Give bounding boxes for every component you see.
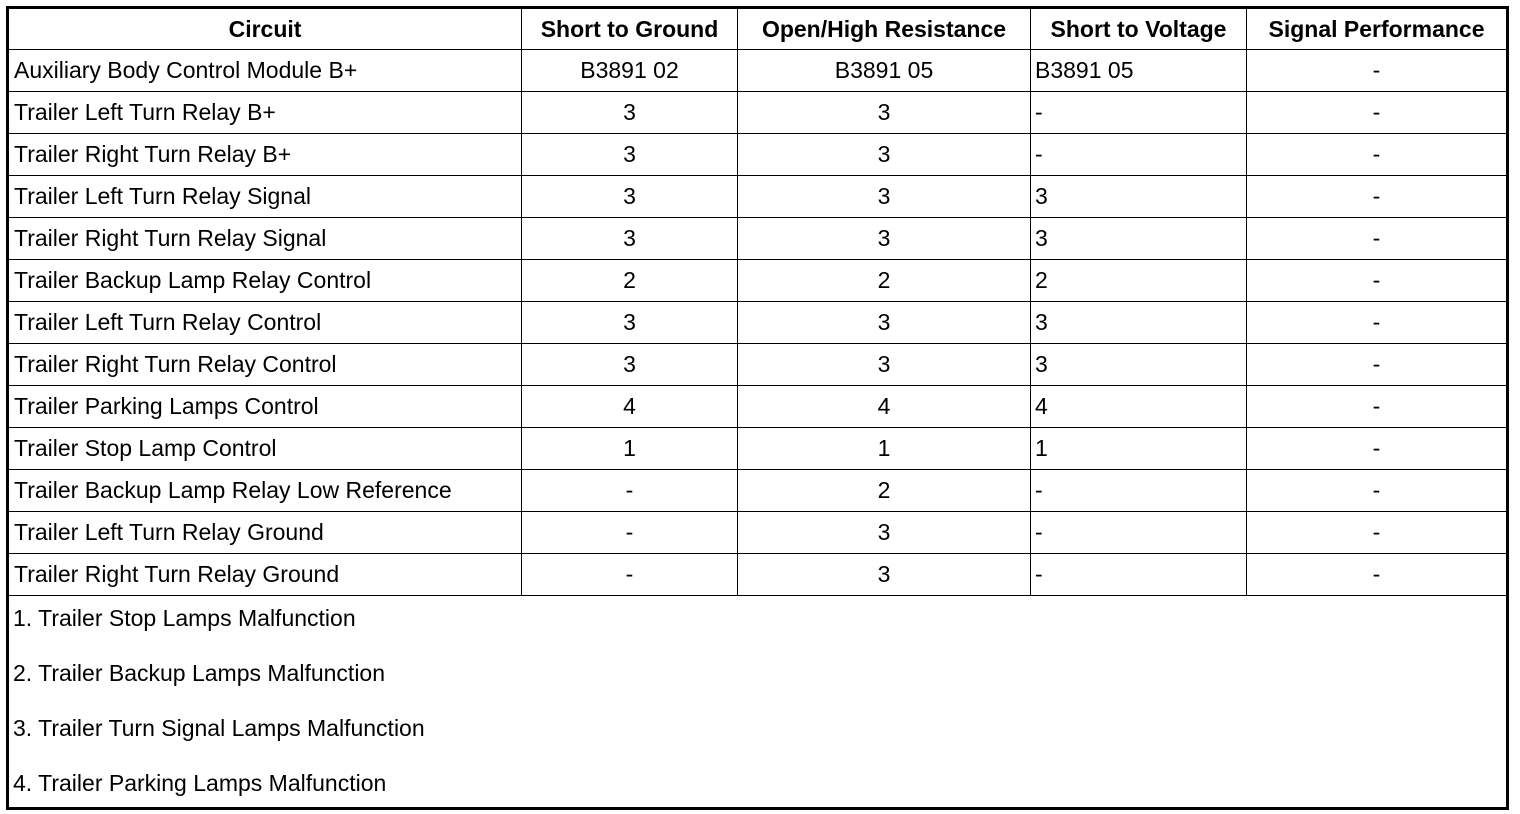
cell-short-to-ground: -	[522, 554, 738, 596]
cell-circuit: Trailer Right Turn Relay Ground	[8, 554, 522, 596]
table-row	[8, 428, 1508, 470]
cell-short-to-voltage: 2	[1031, 260, 1247, 302]
cell-short-to-voltage: -	[1031, 134, 1247, 176]
note-1: 1. Trailer Stop Lamps Malfunction	[13, 605, 356, 631]
table-row	[8, 470, 1508, 512]
header-row	[8, 8, 1508, 50]
cell-short-to-voltage: 4	[1031, 386, 1247, 428]
cell-open-high-resistance: B3891 05	[738, 50, 1031, 92]
table-row	[8, 302, 1508, 344]
cell-short-to-ground: B3891 02	[522, 50, 738, 92]
table-row	[8, 134, 1508, 176]
table-row	[8, 386, 1508, 428]
table-row	[8, 260, 1508, 302]
cell-signal-performance: -	[1247, 470, 1508, 512]
cell-short-to-voltage: -	[1031, 554, 1247, 596]
note-2: 2. Trailer Backup Lamps Malfunction	[13, 660, 386, 686]
cell-circuit: Trailer Left Turn Relay B+	[8, 92, 522, 134]
cell-short-to-voltage: -	[1031, 470, 1247, 512]
cell-open-high-resistance: 2	[738, 470, 1031, 512]
header-short-to-voltage: Short to Voltage	[1031, 8, 1247, 50]
cell-open-high-resistance: 3	[738, 512, 1031, 554]
cell-circuit: Trailer Stop Lamp Control	[8, 428, 522, 470]
table-row	[8, 50, 1508, 92]
cell-open-high-resistance: 3	[738, 218, 1031, 260]
cell-short-to-voltage: -	[1031, 92, 1247, 134]
cell-signal-performance: -	[1247, 512, 1508, 554]
cell-short-to-ground: 4	[522, 386, 738, 428]
cell-circuit: Trailer Backup Lamp Relay Low Reference	[8, 470, 522, 512]
header-circuit: Circuit	[8, 8, 522, 50]
header-short-to-ground: Short to Ground	[522, 8, 738, 50]
table-body	[8, 50, 1508, 596]
cell-circuit: Trailer Left Turn Relay Control	[8, 302, 522, 344]
cell-signal-performance: -	[1247, 260, 1508, 302]
cell-circuit: Trailer Left Turn Relay Signal	[8, 176, 522, 218]
cell-short-to-ground: -	[522, 512, 738, 554]
notes-row	[8, 596, 1508, 809]
cell-short-to-voltage: 1	[1031, 428, 1247, 470]
note-3: 3. Trailer Turn Signal Lamps Malfunction	[13, 715, 425, 741]
cell-short-to-ground: 3	[522, 218, 738, 260]
cell-signal-performance: -	[1247, 428, 1508, 470]
header-open-high-resistance: Open/High Resistance	[738, 8, 1031, 50]
table-row	[8, 92, 1508, 134]
cell-open-high-resistance: 3	[738, 134, 1031, 176]
table-row	[8, 512, 1508, 554]
cell-short-to-ground: 3	[522, 176, 738, 218]
notes-cell	[8, 596, 1508, 809]
cell-open-high-resistance: 3	[738, 554, 1031, 596]
cell-open-high-resistance: 3	[738, 302, 1031, 344]
cell-short-to-ground: -	[522, 470, 738, 512]
cell-signal-performance: -	[1247, 50, 1508, 92]
cell-signal-performance: -	[1247, 92, 1508, 134]
cell-open-high-resistance: 4	[738, 386, 1031, 428]
cell-circuit: Trailer Right Turn Relay Signal	[8, 218, 522, 260]
cell-circuit: Trailer Left Turn Relay Ground	[8, 512, 522, 554]
cell-signal-performance: -	[1247, 554, 1508, 596]
cell-open-high-resistance: 1	[738, 428, 1031, 470]
cell-circuit: Trailer Right Turn Relay Control	[8, 344, 522, 386]
cell-short-to-voltage: -	[1031, 512, 1247, 554]
cell-circuit: Trailer Backup Lamp Relay Control	[8, 260, 522, 302]
cell-short-to-ground: 2	[522, 260, 738, 302]
dtc-circuit-table	[6, 6, 1509, 810]
cell-circuit: Auxiliary Body Control Module B+	[8, 50, 522, 92]
cell-signal-performance: -	[1247, 218, 1508, 260]
cell-short-to-voltage: 3	[1031, 176, 1247, 218]
cell-short-to-voltage: 3	[1031, 302, 1247, 344]
table-row	[8, 176, 1508, 218]
cell-short-to-ground: 1	[522, 428, 738, 470]
cell-signal-performance: -	[1247, 344, 1508, 386]
table-row	[8, 344, 1508, 386]
cell-short-to-ground: 3	[522, 92, 738, 134]
cell-signal-performance: -	[1247, 176, 1508, 218]
note-4: 4. Trailer Parking Lamps Malfunction	[13, 770, 387, 796]
cell-circuit: Trailer Parking Lamps Control	[8, 386, 522, 428]
cell-short-to-voltage: B3891 05	[1031, 50, 1247, 92]
cell-short-to-ground: 3	[522, 134, 738, 176]
cell-circuit: Trailer Right Turn Relay B+	[8, 134, 522, 176]
table-row	[8, 554, 1508, 596]
cell-open-high-resistance: 2	[738, 260, 1031, 302]
cell-short-to-voltage: 3	[1031, 344, 1247, 386]
cell-short-to-voltage: 3	[1031, 218, 1247, 260]
cell-open-high-resistance: 3	[738, 176, 1031, 218]
cell-open-high-resistance: 3	[738, 92, 1031, 134]
header-signal-performance: Signal Performance	[1247, 8, 1508, 50]
table-row	[8, 218, 1508, 260]
cell-open-high-resistance: 3	[738, 344, 1031, 386]
cell-short-to-ground: 3	[522, 302, 738, 344]
cell-short-to-ground: 3	[522, 344, 738, 386]
cell-signal-performance: -	[1247, 302, 1508, 344]
cell-signal-performance: -	[1247, 386, 1508, 428]
cell-signal-performance: -	[1247, 134, 1508, 176]
